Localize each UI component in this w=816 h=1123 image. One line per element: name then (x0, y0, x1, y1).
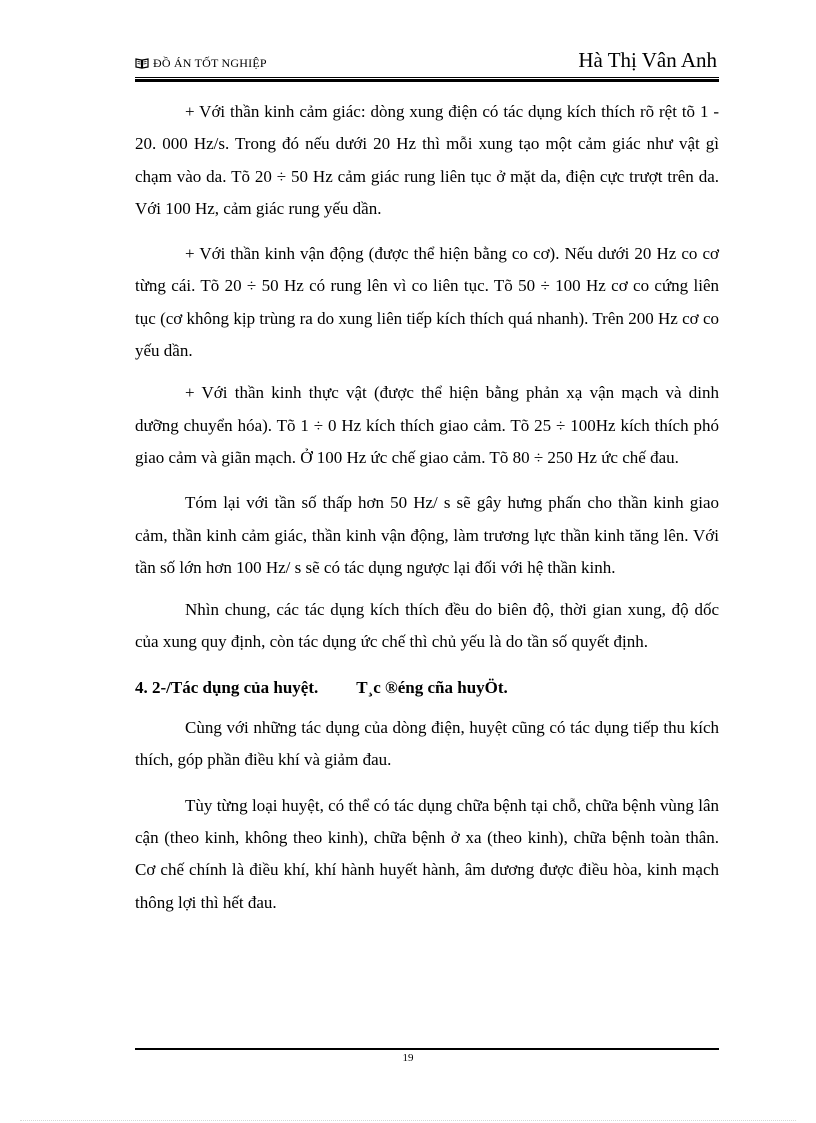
paragraph-sensory-nerve: + Với thần kinh cảm giác: dòng xung điện có tác dụng kích thích rõ rệt tõ 1 - 20. 000 Hz/s. Trong đó nếu dưới 20 Hz thì mỗi xung tạo một cảm giác như vật gì chạm vào da. Tõ 20 ÷ 50 Hz cảm giác rung liên tục ở mặt da, điện cực trượt trên da. Với 100 Hz, cảm giác rung yếu dần. (135, 102, 719, 218)
document-type-label: ĐỒ ÁN TỐT NGHIỆP (153, 56, 267, 70)
section-heading-garbled: T¸c ®éng cña huyÖt. (356, 677, 508, 697)
header-rule (135, 77, 719, 82)
page-body (135, 96, 719, 932)
paragraph-acupoint-treatment: Tùy từng loại huyệt, có thể có tác dụng chữa bệnh tại chỗ, chữa bệnh vùng lân cận (theo kinh, không theo kinh), chữa bệnh ở xa (theo kinh), chữa bệnh toàn thân. Cơ chế chính là điều khí, khí hành huyết hành, âm dương được điều hòa, kinh mạch thông lợi thì hết đau. (135, 795, 719, 912)
page-header (135, 44, 719, 78)
paragraph-autonomic-nerve: + Với thần kinh thực vật (được thể hiện bằng phản xạ vận mạch và dinh dưỡng chuyển hóa). Tõ 1 ÷ 0 Hz kích thích giao cảm. Tõ 25 ÷ 100Hz kích thích phó giao cảm và giãn mạch. Ở 100 Hz ức chế giao cảm. Tõ 80 ÷ 250 Hz ức chế đau. (135, 383, 719, 467)
book-icon (135, 58, 149, 69)
page-number: 19 (402, 1052, 414, 1064)
section-heading-text: 4. 2-/Tác dụng của huyệt. (135, 677, 319, 697)
author-name: Hà Thị Vân Anh (578, 48, 717, 72)
paragraph-motor-nerve: + Với thần kinh vận động (được thể hiện bằng co cơ). Nếu dưới 20 Hz co cơ từng cái. Tõ 20 ÷ 50 Hz có rung lên vì co liên tục. Tõ 50 ÷ 100 Hz cơ co cứng liên tục (cơ không kịp trùng ra do xung liên tiếp kích thích quá nhanh). Trên 200 Hz cơ co yếu dần. (135, 244, 719, 361)
paragraph-general: Nhìn chung, các tác dụng kích thích đều do biên độ, thời gian xung, độ dốc của xung quy định, còn tác dụng ức chế thì chủ yếu là do tần số quyết định. (135, 600, 719, 652)
header-left (135, 56, 267, 71)
section-heading (135, 672, 719, 704)
paragraph-summary: Tóm lại với tần số thấp hơn 50 Hz/ s sẽ gây hưng phấn cho thần kinh giao cảm, thần kinh cảm giác, thần kinh vận động, làm trương lực thần kinh tăng lên. Với tần số lớn hơn 100 Hz/ s sẽ có tác dụng ngược lại đối với hệ thần kinh. (135, 493, 719, 577)
paragraph-acupoint-effect: Cùng với những tác dụng của dòng điện, huyệt cũng có tác dụng tiếp thu kích thích, góp phần điều khí và giảm đau. (135, 718, 719, 770)
footer-rule (135, 1048, 719, 1050)
page-bottom-border (20, 1120, 796, 1121)
